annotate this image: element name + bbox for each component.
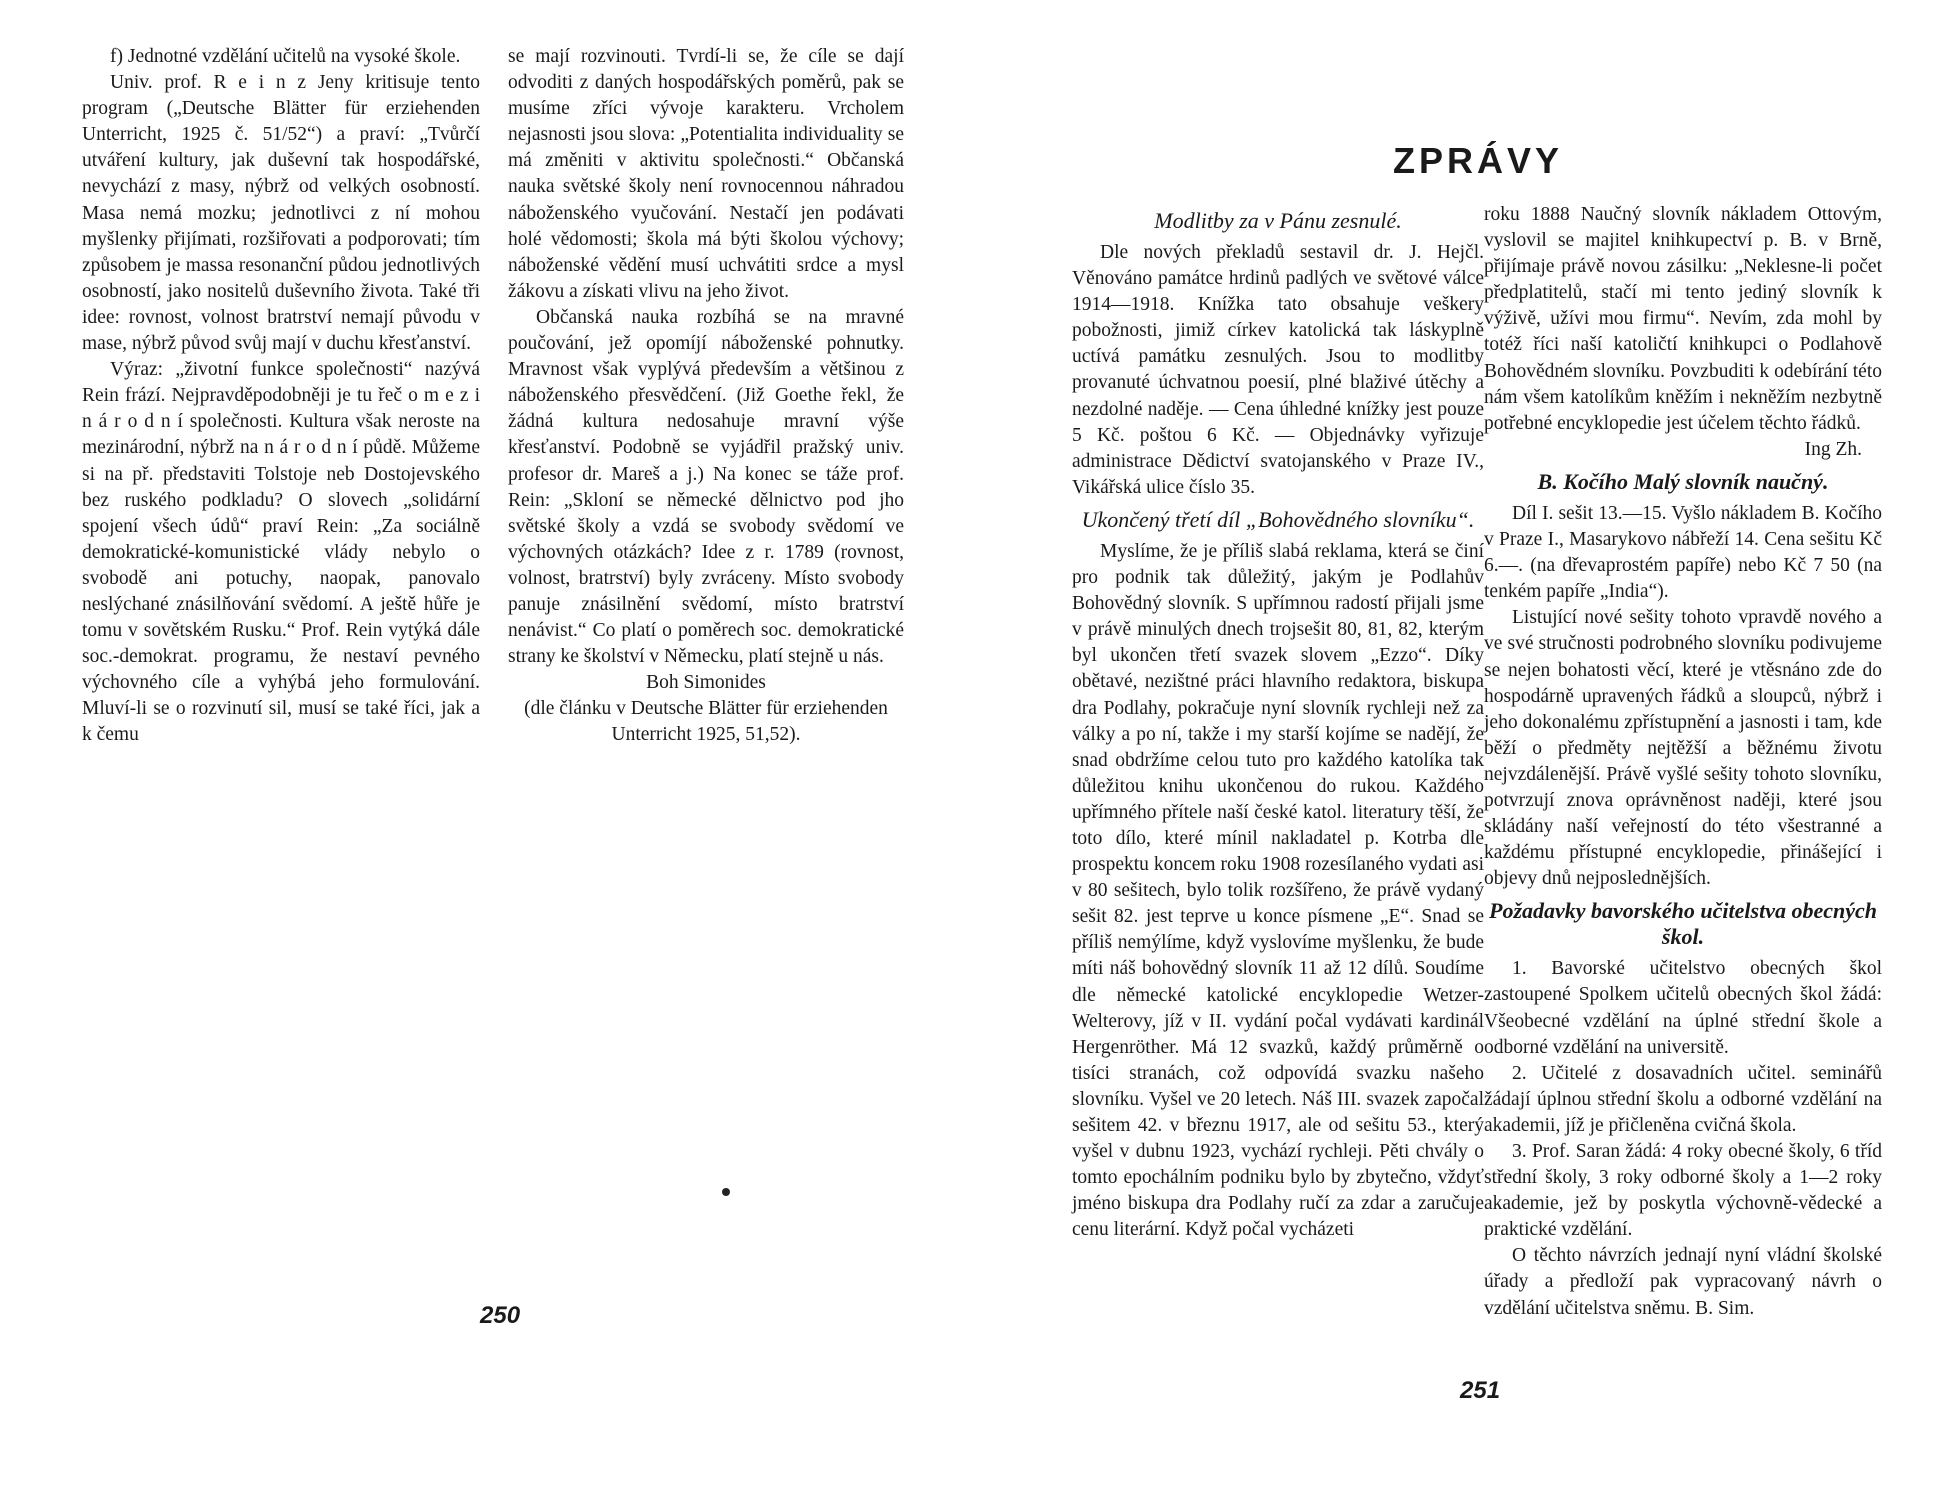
- paragraph: 2. Učitelé z dosavadních učitel. seminářů žádají úplnou střední školu a odborné vzdělání na akademii, jíž je přičleněna cvičná škola.: [1484, 1062, 1882, 1136]
- page-gutter: [976, 0, 977, 1501]
- paragraph: Díl I. sešit 13.—15. Vyšlo nákladem B. Kočího v Praze I., Masarykovo nábřeží 14. Cena sešitu Kč 6.—. (na dřevaprostém papíře) nebo Kč 7 50 (na tenkém papíře „India“).: [1484, 502, 1882, 603]
- paragraph: f) Jednotné vzdělání učitelů na vysoké škole.: [110, 46, 461, 67]
- section-title: ZPRÁVY: [1393, 140, 1564, 181]
- source-note: (dle článku v Deutsche Blätter für erziehenden Unterricht 1925, 51,52).: [524, 698, 888, 746]
- article-heading: Modlitby za v Pánu zesnulé.: [1154, 208, 1402, 233]
- paragraph: Myslíme, že je příliš slabá reklama, která se činí pro podnik tak důležitý, jakým je Podlahův Bohovědný slovník. S upřímnou radostí přijali jsme v právě minulých dnech trojsešit 80, 81, 82, kterým byl ukončen třetí svazek slovem „Ezzo“. Díky obětavé, nezištné práci hlavního redaktora, biskupa dra Podlahy, pokračuje nyní slovník rychleji než za války a po ní, takže i my starší kojíme se nadějí, že snad obdržíme celou tuto pro každého katolíka tak důležitou knihu ukončenou do rukou. Každého upřímného přítele naší české katol. literatury těší, že toto dílo, které mínil nakladatel p. Kotrba dle prospektu koncem roku 1908 rozesílaného vydati asi v 80 sešitech, bylo tolik rozšířeno, že právě vydaný sešit 82. jest teprve u konce písmene „E“. Snad se příliš nemýlíme, když vyslovíme myšlenku, že bude míti náš bohovědný slovník 11 až 12 dílů. Soudíme dle německé katolické encyklopedie Wetzer-Welterovy, jíž v II. vydání počal vydávati kardinál Hergenröther. Má 12 svazků, každý průměrně o tisíci stranách, což odpovídá svazku našeho slovníku. Vyšel ve 20 letech. Náš III. svazek započal sešitem 42. v březnu 1917, ale od sešitu 53., který vyšel v dubnu 1923, vychází rychleji. Pěti chvály o tomto epochálním podniku bylo by zbytečno, vždyť jméno biskupa dra Podlahy ručí za zdar a zaručuje cenu literární. Když počal vycházeti: [1072, 540, 1484, 1241]
- article-heading: B. Kočího Malý slovník naučný.: [1537, 468, 1829, 494]
- author-signature: Boh Simonides: [646, 672, 766, 694]
- print-speck: [722, 1188, 730, 1196]
- left-page-column-1: [82, 44, 480, 749]
- paragraph: O těchto návrzích jednají nyní vládní školské úřady a předloží pak vypracovaný návrh o vzdělání učitelstva sněmu. B. Sim.: [1484, 1245, 1882, 1319]
- paragraph: Občanská nauka rozbíhá se na mravné poučování, jež opomíjí náboženské pohnutky. Mravnost však vyplývá především a většinou z náboženského přesvědčení. (Již Goethe řekl, že žádná kultura nedosahuje mravní výše křesťanství. Podobně se vyjádřil pražský univ. profesor dr. Mareš a j.) Na konec se táže prof. Rein: „Skloní se německé dělnictvo pod jho světské školy a vzdá se svobody svědomí ve výchovných otázkách? Idee z r. 1789 (rovnost, volnost, bratrství) byly zvráceny. Místo svobody panuje znásilnění svědomí, místo bratrství nenávist.“ Co platí o poměrech soc. demokratické strany ke školství v Německu, platí stejně u nás.: [508, 306, 904, 668]
- left-page-column-2: [508, 44, 904, 749]
- paragraph: Výraz: „životní funkce společnosti“ nazývá Rein frází. Nejpravděpodobněji je tu řeč o m e z i n á r o d n í společnosti. Kultura však neroste na mezinárodní, nýbrž na n á r o d n í půdě. Můžeme si na př. představiti Tolstoje neb Dostojevského bez ruského podkladu? O slovech „solidární spojení všech údů“ praví Rein: „Za sociálně demokratické-komunistické vlády nebylo o svobodě ani potuchy, naopak, panovalo neslýchané znásilňování svědomí. A ještě hůře je tomu v sovětském Rusku.“ Prof. Rein vytýká dále soc.-demokrat. programu, že nestaví pevného výchovného cíle a vyhýbá jeho formulování. Mluví-li se o rozvinutí sil, musí se také říci, jak a k čemu: [82, 359, 480, 746]
- paragraph: 1. Bavorské učitelstvo obecných škol zastoupené Spolkem učitelů obecných škol žádá: Všeobecné vzdělání na úplné střední škole a odborné vzdělání na universitě.: [1484, 958, 1882, 1058]
- paragraph: Dle nových překladů sestavil dr. J. Hejčl. Věnováno památce hrdinů padlých ve světové válce 1914—1918. Knížka tato obsahuje veškery pobožnosti, jimiž církev katolická tak láskyplně uctívá památku zesnulých. Jsou to modlitby provanuté úchvatnou poesií, plné blaživé útěchy a nezdolné naděje. — Cena úhledné knížky jest pouze 5 Kč. poštou 6 Kč. — Objednávky vyřizuje administrace Dědictví svatojanského v Praze IV., Vikářská ulice číslo 35.: [1072, 242, 1484, 498]
- article-heading: Ukončený třetí díl „Bohovědného slovníku“.: [1081, 506, 1475, 532]
- paragraph: se mají rozvinouti. Tvrdí-li se, že cíle se dají odvoditi z daných hospodářských poměrů, pak se musíme zříci vývoje karakteru. Vrcholem nejasnosti jsou slova: „Potentialita individuality se má změniti v aktivitu společnosti.“ Občanská nauka světské školy není rovnocennou náhradou náboženského vyučování. Nestačí jen podávati holé vědomosti; škola má býti školou výchovy; náboženské vědění musí uchvátiti srdce a mysl žákovu a získati vlivu na jeho život.: [508, 46, 904, 302]
- article-heading: Požadavky bavorského učitelstva obecných škol.: [1489, 898, 1877, 950]
- right-page-column-2: [1484, 202, 1882, 1322]
- paragraph: Listující nové sešity tohoto vpravdě nového a ve své stručnosti podrobného slovníku podivujeme se nejen bohatosti věcí, které je vtěsnáno zde do hospodárně upravených řádků a sloupců, nýbrž i jeho dokonalému zpřístupnění a jasnosti i tam, kde běží o předměty nejtěžší a běžnému životu nejvzdálenější. Právě vyšlé sešity tohoto slovníku, potvrzují znova oprávněnost naději, které jsou skládány naší veřejností do této všestranné a každému přístupné encyklopedie, přinášející i objevy dnů nejposlednějších.: [1484, 607, 1882, 890]
- right-page-column-1: [1072, 202, 1484, 1243]
- paragraph: Univ. prof. R e i n z Jeny kritisuje tento program („Deutsche Blätter für erziehenden Unterricht, 1925 č. 51/52“) a praví: „Tvůrčí utváření kultury, jak duševní tak hospodářské, nevychází z masy, nýbrž od velkých osobností. Masa nemá mozku; jednotlivci z ní mohou myšlenky přijímati, rozšiřovati a podporovati; tím způsobem je massa resonanční půdou jednotlivých osobností, jako nositelů duševního života. Také tři idee: rovnost, volnost bratrství nemají původu v mase, nýbrž původ svůj mají v duchu křesťanství.: [82, 72, 480, 355]
- page-number-left: 250: [480, 1302, 521, 1329]
- paragraph: 3. Prof. Saran žádá: 4 roky obecné školy, 6 tříd střední školy, 3 roky odborné školy a 1—2 roky akademie, jež by poskytla výchovně-vědecké a praktické vzdělání.: [1484, 1141, 1882, 1241]
- author-signature: Ing Zh.: [1804, 438, 1862, 460]
- page-number-right: 251: [1460, 1377, 1501, 1404]
- paragraph: roku 1888 Naučný slovník nákladem Ottovým, vyslovil se majitel knihkupectví p. B. v Brně, přijímaje právě novou zásilku: „Neklesne-li počet předplatitelů, stačí mi tento jediný slovník k výživě, užívi mou firmu“. Nevím, zda mohl by totéž říci naší katoličtí knihkupci o Podlahově Bohovědném slovníku. Povzbuditi k odebírání této nám všem katolíkům kněžím i nekněžím nezbytně potřebné encyklopedie jest účelem těchto řádků.: [1484, 204, 1882, 434]
